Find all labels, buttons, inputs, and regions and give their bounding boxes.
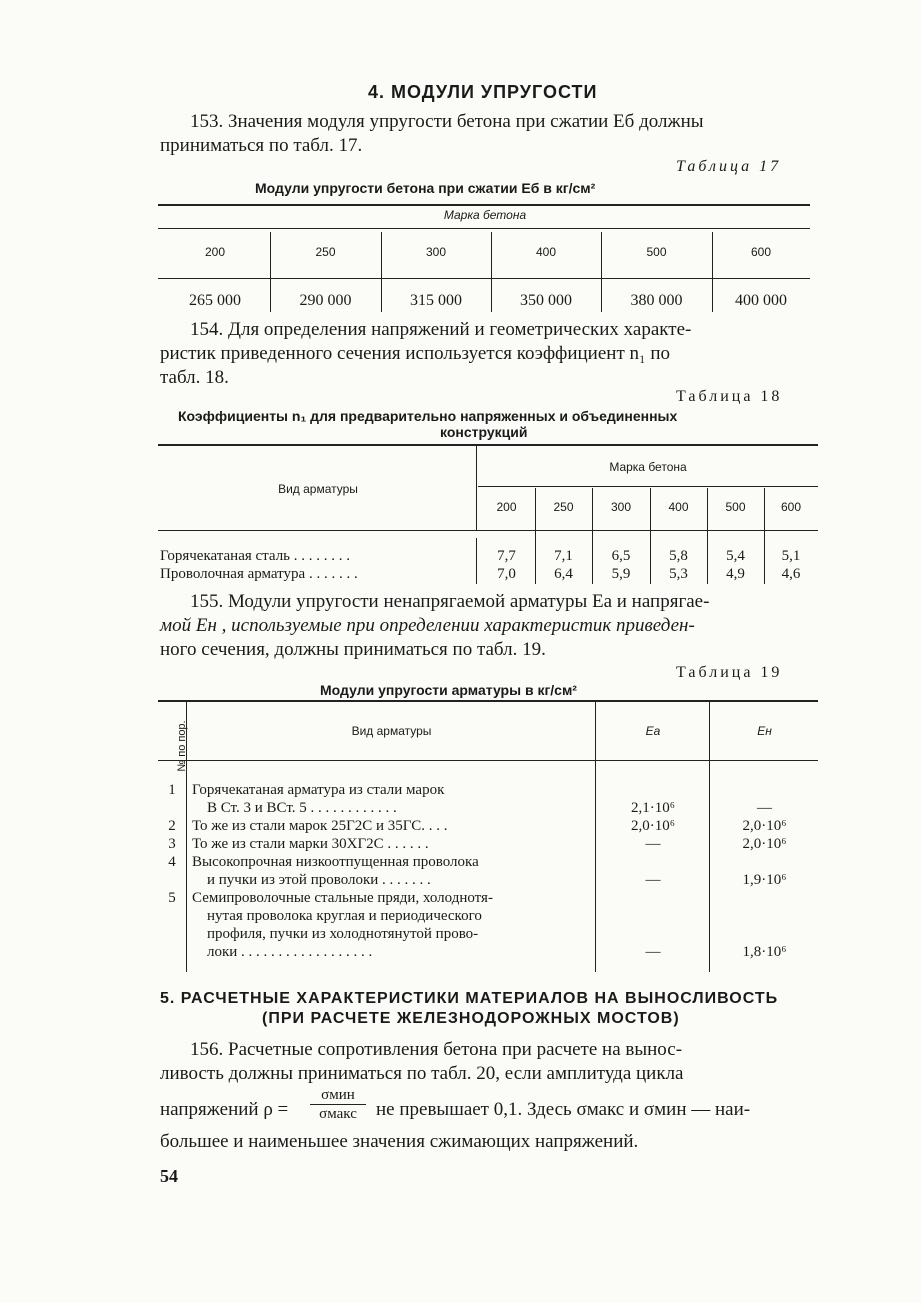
table-18-value: 7,7 xyxy=(497,548,516,564)
table-18-title-line1: Коэффициенты n₁ для предварительно напряженных и объединенных xyxy=(178,408,678,424)
table-17-grade: 500 xyxy=(646,245,667,259)
table-18-title-line2: конструкций xyxy=(440,424,528,440)
paragraph-153-line1: 153. Значения модуля упругости бетона при сжатии Eб должны xyxy=(190,111,704,132)
table-17-grade: 400 xyxy=(535,245,557,259)
paragraph-156-formula-prefix: напряжений ρ = xyxy=(160,1099,289,1120)
table-19-row-text: Высокопрочная низкоотпущенная проволока xyxy=(192,854,479,870)
table-17-top-rule xyxy=(158,204,810,206)
table-17-grade: 300 xyxy=(425,245,447,259)
paragraph-156-line4: большее и наименьшее значения сжимающих напряжений. xyxy=(160,1131,639,1152)
table-19-row-num: 2 xyxy=(168,818,176,834)
table-19-ea: — xyxy=(645,836,661,852)
table-18-caption: Таблица 18 xyxy=(676,388,783,405)
table-18-value: 6,5 xyxy=(611,548,631,564)
table-17-group-header: Марка бетона xyxy=(443,208,527,222)
table-18-top-rule xyxy=(158,444,818,446)
table-19-col-type: Вид арматуры xyxy=(351,724,432,738)
table-18-value: 7,0 xyxy=(497,566,516,582)
table-18-grade: 250 xyxy=(553,500,574,514)
table-19-row-text: и пучки из этой проволоки . . . . . . . xyxy=(192,872,431,888)
table-18-value: 5,4 xyxy=(726,548,745,564)
paragraph-154-line3: табл. 18. xyxy=(160,367,229,388)
table-18-grade: 600 xyxy=(780,500,802,514)
paragraph-153-line2: приниматься по табл. 17. xyxy=(160,135,363,156)
table-19-row-text: Семипроволочные стальные пряди, холоднотя- xyxy=(192,890,493,906)
table-17-title: Модули упругости бетона при сжатии Eб в кг/см² xyxy=(255,180,596,196)
table-19-row-text: нутая проволока круглая и периодического xyxy=(192,908,482,924)
paragraph-156-line2: ливость должны приниматься по табл. 20, если амплитуда цикла xyxy=(160,1063,684,1084)
table-19-en: — xyxy=(757,800,772,816)
table-17-value: 350 000 xyxy=(520,292,572,309)
table-18-group-header: Марка бетона xyxy=(609,460,687,474)
table-19-row-num: 3 xyxy=(168,836,176,852)
table-19-row-num: 4 xyxy=(168,854,176,870)
paragraph-154-line1: 154. Для определения напряжений и геометрических характе- xyxy=(190,319,692,340)
paragraph-155-line2: мой Eн , используемые при определении характеристик приведен- xyxy=(160,615,695,636)
table-18-grade: 400 xyxy=(668,500,689,514)
formula-denominator: σмакс xyxy=(319,1106,357,1122)
table-19-en: 2,0·10⁶ xyxy=(742,836,787,852)
paragraph-156-formula-suffix: не превышает 0,1. Здесь σмакс и σмин — наи- xyxy=(376,1099,751,1120)
table-18-value: 4,9 xyxy=(726,566,745,582)
table-18-divider xyxy=(476,446,477,530)
table-19-row-num: 1 xyxy=(168,782,176,798)
table-17-value: 380 000 xyxy=(630,292,683,309)
table-17-value: 400 000 xyxy=(735,292,787,309)
table-18-value: 7,1 xyxy=(554,548,573,564)
table-19-divider xyxy=(709,702,710,972)
table-18-divider xyxy=(476,538,477,584)
table-18-value: 5,1 xyxy=(781,548,801,564)
section-4-title: 4. МОДУЛИ УПРУГОСТИ xyxy=(368,82,598,102)
table-18-row-label: Проволочная арматура . . . . . . . xyxy=(160,566,358,582)
paragraph-156-line1: 156. Расчетные сопротивления бетона при расчете на вынос- xyxy=(190,1039,683,1060)
table-19-ea: — xyxy=(645,872,661,888)
table-19-col-ea: Eа xyxy=(645,724,661,738)
table-19-en: 1,8·10⁶ xyxy=(742,944,787,960)
table-19-divider xyxy=(595,702,596,972)
table-19-row-text: В Ст. 3 и ВСт. 5 . . . . . . . . . . . . xyxy=(192,800,397,816)
table-17-grade: 200 xyxy=(204,245,226,259)
table-19-top-rule xyxy=(158,700,818,702)
table-17-caption: Таблица 17 xyxy=(676,158,782,175)
table-18-value: 5,8 xyxy=(669,548,688,564)
table-17-value: 290 000 xyxy=(299,292,352,309)
table-19-title: Модули упругости арматуры в кг/см² xyxy=(320,682,577,698)
table-17-grade: 250 xyxy=(315,245,336,259)
table-18-row-label: Горячекатаная сталь . . . . . . . . xyxy=(160,548,351,564)
table-19-row-text: локи . . . . . . . . . . . . . . . . . . xyxy=(192,944,373,960)
table-19-en: 2,0·10⁶ xyxy=(742,818,787,834)
table-19-row-text: профиля, пучки из холоднотянутой прово- xyxy=(192,926,479,942)
paragraph-155-line3: ного сечения, должны приниматься по табл. 19. xyxy=(160,639,546,660)
table-19-ea: — xyxy=(645,944,661,960)
table-19-ea: 2,0·10⁶ xyxy=(631,818,675,834)
table-19-rule xyxy=(158,760,818,761)
table-19-row-text: То же из стали марки 30ХГ2С . . . . . . xyxy=(192,836,429,852)
table-18-grade: 500 xyxy=(725,500,746,514)
table-18-rule xyxy=(478,486,818,487)
table-18-grade: 300 xyxy=(610,500,632,514)
formula-numerator: σмин xyxy=(310,1086,366,1105)
table-19-divider xyxy=(186,702,187,972)
paragraph-155-line1: 155. Модули упругости ненапрягаемой арматуры Eа и напрягае- xyxy=(190,591,710,612)
table-17-value: 315 000 xyxy=(410,292,462,309)
page-number: 54 xyxy=(160,1166,178,1186)
paragraph-154-line2: ристик приведенного сечения используется коэффициент n₁ по xyxy=(160,343,671,364)
table-17-grade: 600 xyxy=(750,245,772,259)
table-19-row-num: 5 xyxy=(168,890,176,906)
table-17-value: 265 000 xyxy=(189,292,241,309)
table-19-en: 1,9·10⁶ xyxy=(742,872,787,888)
table-18-grade: 200 xyxy=(496,500,517,514)
table-18-value: 4,6 xyxy=(781,566,801,582)
formula-fraction xyxy=(310,1086,366,1123)
table-18-col-header: Вид арматуры xyxy=(278,482,358,496)
table-18-value: 5,3 xyxy=(669,566,688,582)
table-17-rule xyxy=(158,228,810,229)
section-5-title-line1: 5. РАСЧЕТНЫЕ ХАРАКТЕРИСТИКИ МАТЕРИАЛОВ НА ВЫНОСЛИВОСТЬ xyxy=(160,990,779,1007)
table-19-caption: Таблица 19 xyxy=(676,664,783,681)
table-19-ea: 2,1·10⁶ xyxy=(631,800,675,816)
table-19-col-en: Eн xyxy=(757,724,772,738)
table-18-rule xyxy=(158,530,818,531)
table-18-value: 6,4 xyxy=(554,566,573,582)
table-19-row-text: То же из стали марок 25Г2С и 35ГС. . . . xyxy=(192,818,448,834)
table-19-row-text: Горячекатаная арматура из стали марок xyxy=(192,782,445,798)
table-18-value: 5,9 xyxy=(611,566,631,582)
table-19-col-num: № по пор. xyxy=(176,720,188,772)
section-5-title-line2: (ПРИ РАСЧЕТЕ ЖЕЛЕЗНОДОРОЖНЫХ МОСТОВ) xyxy=(262,1010,680,1027)
